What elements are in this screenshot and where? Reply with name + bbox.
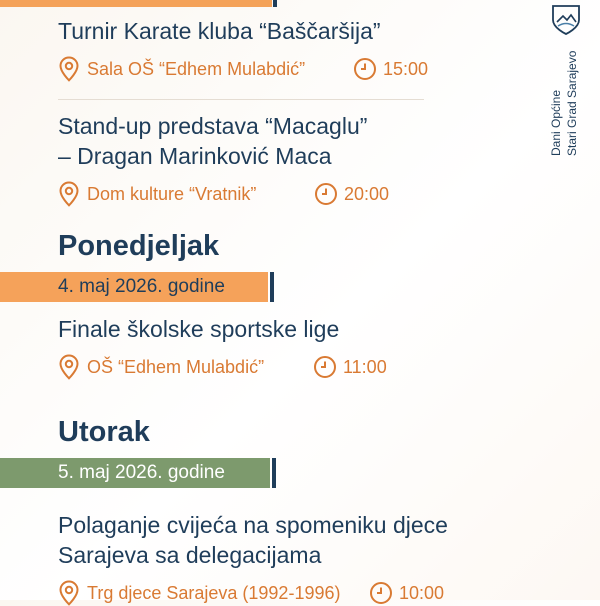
event-title-line-1: Stand-up predstava “Macaglu” xyxy=(58,113,368,139)
event-item xyxy=(58,16,428,82)
event-time-group xyxy=(313,355,387,379)
date-band-endcap xyxy=(270,272,274,302)
event-title-line-1: Polaganje cvijeća na spomeniku djece xyxy=(58,512,448,538)
clock-icon xyxy=(369,581,393,605)
logo xyxy=(546,0,586,160)
logo-line-2: Stari Grad Sarajevo xyxy=(565,50,579,156)
event-title: Turnir Karate kluba “Baščaršija” xyxy=(58,18,381,44)
logo-line-1: Dani Općine xyxy=(549,89,563,156)
day-title: Utorak xyxy=(58,416,150,448)
clock-icon xyxy=(314,182,338,206)
event-divider xyxy=(58,99,424,100)
previous-date-band xyxy=(0,0,272,7)
event-title-line-2: – Dragan Marinković Maca xyxy=(58,143,332,169)
date-label: 5. maj 2026. godine xyxy=(58,462,225,483)
event-time: 15:00 xyxy=(383,58,429,79)
event-title: Finale školske sportske lige xyxy=(58,316,340,342)
event-meta xyxy=(58,580,448,606)
clock-icon xyxy=(313,355,337,379)
event-location: OŠ “Edhem Mulabdić” xyxy=(87,356,265,377)
event-meta xyxy=(58,181,389,207)
event-time-group xyxy=(314,182,389,206)
date-band xyxy=(0,272,268,302)
event-time: 10:00 xyxy=(399,582,445,603)
event-item xyxy=(58,510,448,606)
location-pin-icon xyxy=(58,56,80,82)
event-location: Sala OŠ “Edhem Mulabdić” xyxy=(87,58,306,79)
date-band-endcap xyxy=(272,458,276,488)
event-title-line-2: Sarajeva sa delegacijama xyxy=(58,542,322,568)
event-meta xyxy=(58,354,387,380)
date-label: 4. maj 2026. godine xyxy=(58,276,225,297)
municipality-shield-icon xyxy=(549,2,583,36)
day-title: Ponedjeljak xyxy=(58,230,220,262)
date-band xyxy=(0,458,270,488)
event-location: Dom kulture “Vratnik” xyxy=(87,183,257,204)
event-time-group xyxy=(369,581,444,605)
event-time: 11:00 xyxy=(343,356,387,377)
clock-icon xyxy=(353,57,377,81)
location-pin-icon xyxy=(58,354,80,380)
logo-text xyxy=(548,40,584,156)
location-pin-icon xyxy=(58,181,80,207)
event-location: Trg djece Sarajeva (1992-1996) xyxy=(87,582,341,603)
event-time-group xyxy=(353,57,428,81)
event-meta xyxy=(58,56,428,82)
event-item xyxy=(58,111,389,207)
event-time: 20:00 xyxy=(344,183,390,204)
event-item xyxy=(58,314,387,380)
location-pin-icon xyxy=(58,580,80,606)
